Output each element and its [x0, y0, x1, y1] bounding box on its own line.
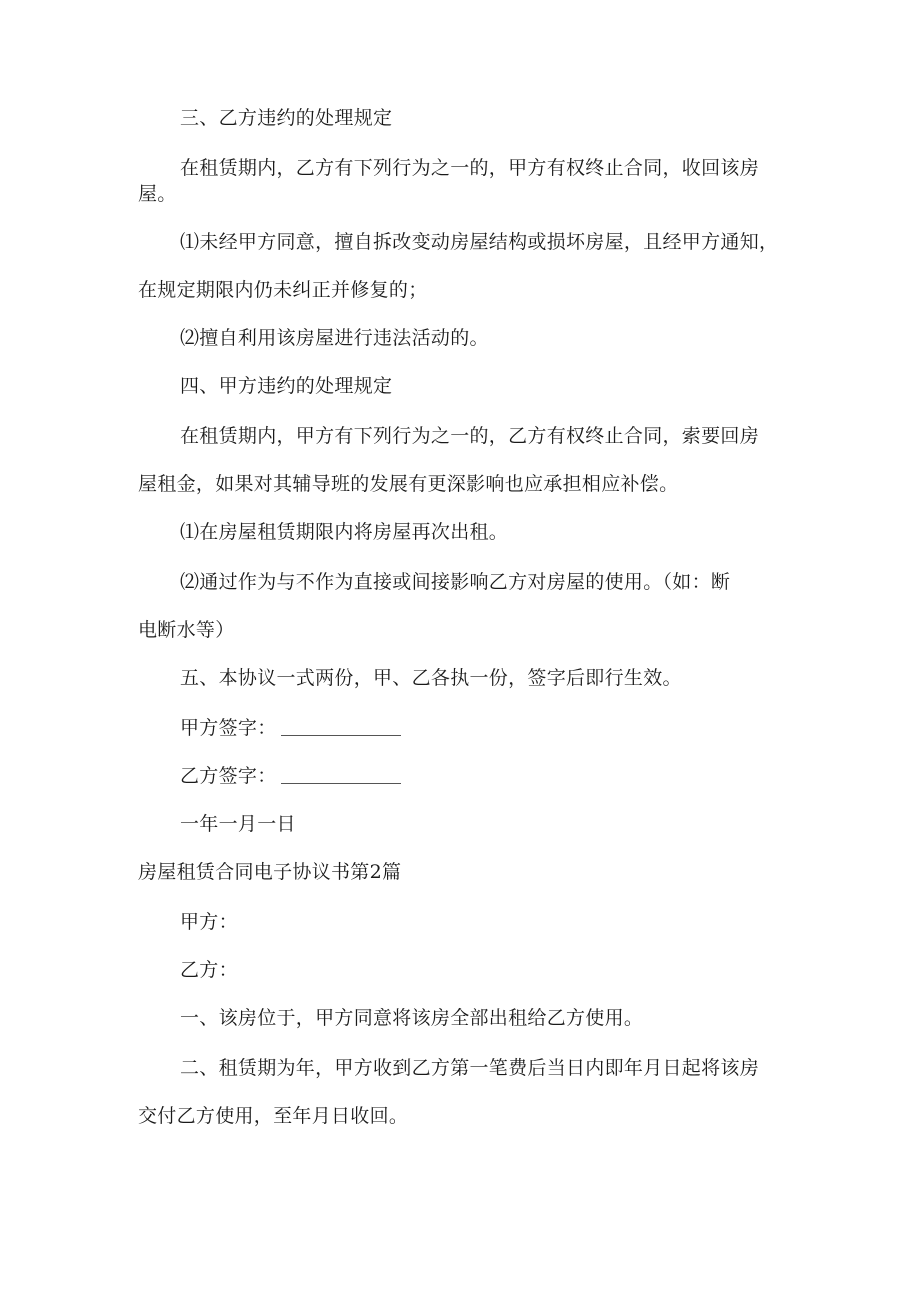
paragraph-line: 屋租金，如果对其辅导班的发展有更深影响也应承担相应补偿。 — [138, 473, 679, 495]
section-heading-5: 五、本协议一式两份，甲、乙各执一份，签字后即行生效。 — [180, 667, 682, 689]
date-line: 一年一月一日 — [180, 813, 296, 835]
party-b-line: 乙方： — [180, 959, 238, 981]
paragraph-line: 屋。 — [138, 183, 177, 205]
list-item: ⑵擅自利用该房屋进行违法活动的。 — [180, 327, 489, 349]
clause-1: 一、该房位于，甲方同意将该房全部出租给乙方使用。 — [180, 1007, 644, 1029]
section-heading-3: 三、乙方违约的处理规定 — [180, 107, 393, 129]
clause-2-continuation: 交付乙方使用，至年月日收回。 — [138, 1105, 409, 1127]
section-heading-4: 四、甲方违约的处理规定 — [180, 375, 393, 397]
signature-line-party-a — [180, 716, 401, 740]
signature-blank-party-a — [281, 717, 401, 736]
list-item: ⑴在房屋租赁期限内将房屋再次出租。 — [180, 521, 509, 543]
signature-line-party-b — [180, 764, 401, 788]
list-item-continuation: 在规定期限内仍未纠正并修复的； — [138, 279, 428, 301]
clause-2: 二、租赁期为年，甲方收到乙方第一笔费后当日内即年月日起将该房 — [180, 1057, 760, 1079]
signature-blank-party-b — [281, 765, 401, 784]
party-a-line: 甲方： — [180, 911, 238, 933]
signature-label-party-b: 乙方签字： — [180, 765, 277, 787]
article-title: 房屋租赁合同电子协议书第2篇 — [138, 861, 402, 883]
paragraph-line: 在租赁期内，甲方有下列行为之一的，乙方有权终止合同，索要回房 — [180, 425, 760, 447]
list-item-continuation: 电断水等） — [138, 619, 235, 641]
signature-label-party-a: 甲方签字： — [180, 717, 277, 739]
paragraph-line: 在租赁期内，乙方有下列行为之一的，甲方有权终止合同，收回该房 — [180, 157, 760, 179]
list-item: ⑴未经甲方同意，擅自拆改变动房屋结构或损坏房屋，且经甲方通知， — [180, 231, 779, 253]
list-item: ⑵通过作为与不作为直接或间接影响乙方对房屋的使用。（如：断 — [180, 571, 731, 593]
